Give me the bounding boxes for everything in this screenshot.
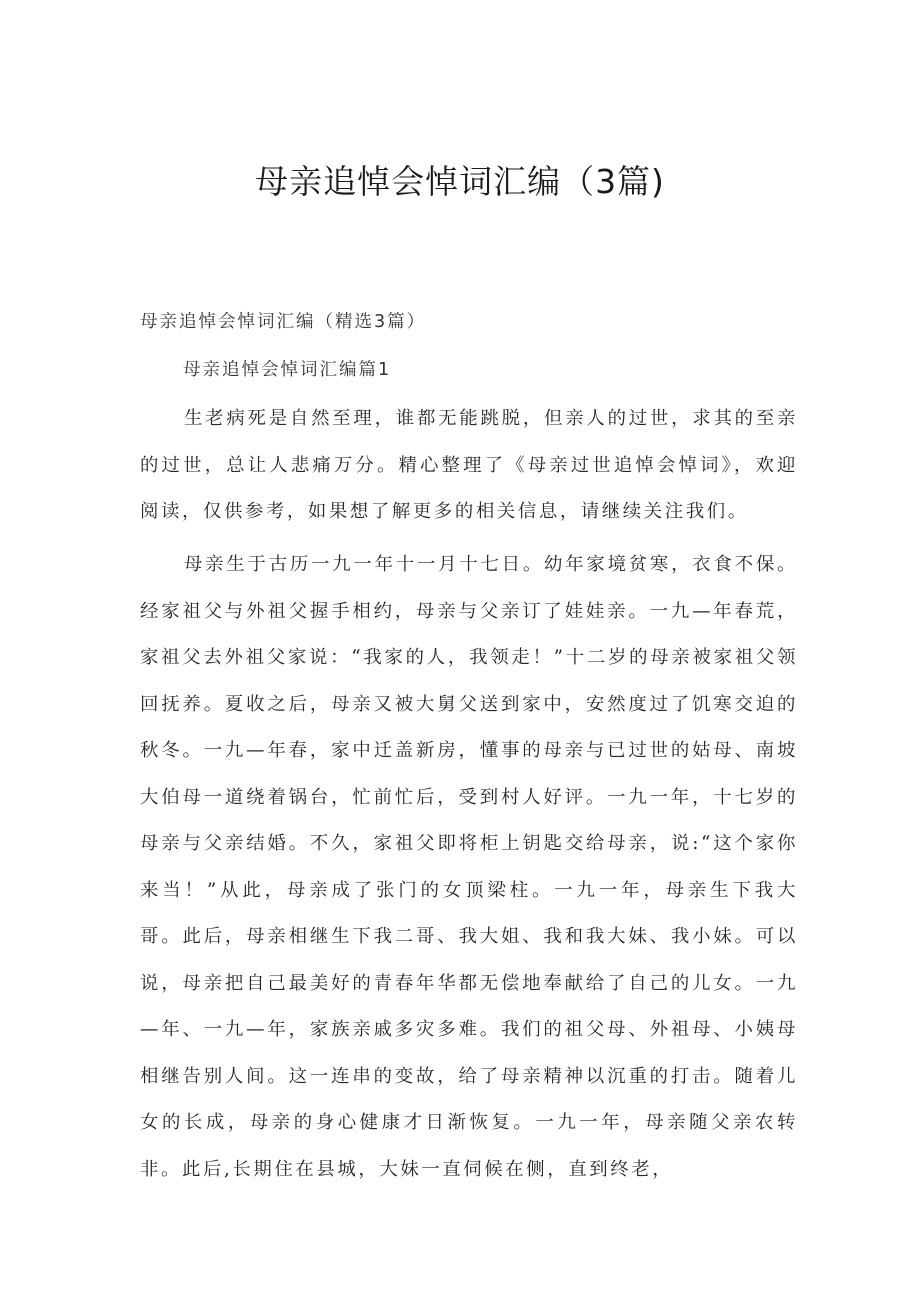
body-paragraph: 母亲生于古历一九一年十一月十七日。幼年家境贫寒，衣食不保。经家祖父与外祖父握手相约，母亲与父亲订了娃娃亲。一九—年春荒，家祖父去外祖父家说：“我家的人，我领走！”十二岁的母亲被家祖父领回抚养。夏收之后，母亲又被大舅父送到家中，安然度过了饥寒交迫的秋冬。一九—年春，家中迁盖新房，懂事的母亲与已过世的姑母、南坡大伯母一道绕着锅台，忙前忙后，受到村人好评。一九一年，十七岁的母亲与父亲结婚。不久，家祖父即将柜上钥匙交给母亲，说:“这个家你来当！”从此，母亲成了张门的女顶梁柱。一九一年，母亲生下我大哥。此后，母亲相继生下我二哥、我大姐、我和我大妹、我小妹。可以说，母亲把自己最美好的青春年华都无偿地奉献给了自己的儿女。一九—年、一九—年，家族亲戚多灾多难。我们的祖父母、外祖母、小姨母相继告别人间。这一连串的变故，给了母亲精神以沉重的打击。随着儿女的长成，母亲的身心健康才日渐恢复。一九一年，母亲随父亲农转非。此后,长期住在县城，大妹一直伺候在侧，直到终老， xyxy=(140,554,798,1180)
page-title: 母亲追悼会悼词汇编（3篇) xyxy=(255,162,665,201)
document-subtitle: 母亲追悼会悼词汇编（精选3篇） xyxy=(140,312,427,332)
section-heading: 母亲追悼会悼词汇编篇1 xyxy=(183,360,392,380)
body-paragraph: 生老病死是自然至理，谁都无能跳脱，但亲人的过世，求其的至亲的过世，总让人悲痛万分。精心整理了《母亲过世追悼会悼词》，欢迎阅读，仅供参考，如果想了解更多的相关信息，请继续关注我们。 xyxy=(140,408,798,522)
